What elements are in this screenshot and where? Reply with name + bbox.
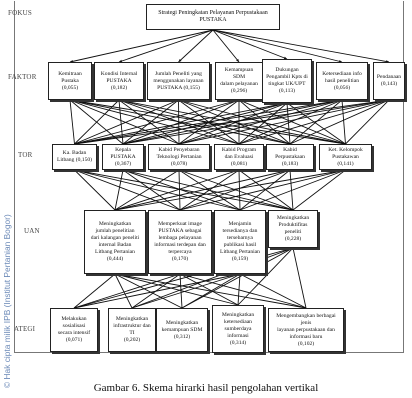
actor-box: Ka. Badan Litbang (0,150) <box>52 144 97 170</box>
factor-box: Jumlah Peneliti yang menggunakan layanan PUSTAKA (0,155) <box>147 62 210 100</box>
connector-line <box>75 100 390 144</box>
factor-box: Dukungan Pengambil Kpts di tingkat UK/UPT (0,113) <box>262 59 312 103</box>
connector-line <box>115 170 239 210</box>
connector-line <box>179 100 180 144</box>
level-label-actor: TOR <box>18 151 33 159</box>
connector-line <box>70 100 75 144</box>
connector-line <box>179 170 180 210</box>
connector-line <box>293 248 306 308</box>
actor-box: Kepala PUSTAKA (0,367) <box>102 144 144 170</box>
strategy-box: Mengembangkan berbagai jenis layanan perpustakaan dan informasi baru (0,102) <box>268 308 344 352</box>
connector-line <box>213 30 389 62</box>
objective-box: Menjamin tersedianya dan tersebarnya publikasi hasil Litbang Pertanian (0,159) <box>214 210 266 274</box>
actor-box: Kabid Perpustakaan (0,183) <box>266 144 314 170</box>
watermark-text-container <box>1 208 15 388</box>
strategy-box: Meningkatkan infrastruktur dan TI (0,202) <box>108 308 156 352</box>
connector-line <box>115 274 132 308</box>
connector-line <box>75 170 181 210</box>
connector-line <box>75 170 294 210</box>
objective-box: Meningkatkan jumlah penelitian dari kalangan peneliti internal Badan Litbang Pertanian (0,444) <box>84 210 146 274</box>
objective-box: Memperkuat image PUSTAKA sebagai lembaga pelayanan informasi terdepan dan terpercaya (0,170) <box>148 210 212 274</box>
connector-line <box>115 170 123 210</box>
level-label-strategy: ATEGI <box>14 325 36 333</box>
strategy-box: Melakukan sosialisasi secara intensif (0,071) <box>50 308 98 352</box>
connector-line <box>213 30 342 62</box>
level-label-factor: FAKTOR <box>8 73 37 81</box>
actor-box: Kabid Penyebaran Teknologi Pertanian (0,078) <box>148 144 210 170</box>
connector-line <box>74 274 115 308</box>
connector-line <box>70 30 213 62</box>
factor-box: Kondisi Internal PUSTAKA (0,182) <box>94 62 144 100</box>
figure-caption: Gambar 6. Skema hirarki hasil pengolahan vertikal <box>93 382 319 394</box>
connector-line <box>180 274 238 305</box>
connector-line <box>119 30 213 62</box>
strategy-box: Meningkatkan ketersediaan sumberdaya informasi (0,314) <box>212 305 264 353</box>
connector-line <box>74 274 180 308</box>
factor-box: Kemampuan SDM dalam pelayanan (0,296) <box>215 62 263 100</box>
connector-line <box>75 170 241 210</box>
factor-box: Pendanaan (0,143) <box>373 62 405 100</box>
watermark-text: © Hak cipta milik IPB (Institut Pertanian Bogor) <box>2 214 12 388</box>
factor-box: Kemitraan Pustaka (0,055) <box>48 62 92 100</box>
connector-line <box>180 274 306 308</box>
strategy-box: Meningkatkan kemampuan SDM (0,312) <box>156 308 208 352</box>
actor-box: Kabid Program dan Evaluasi (0,081) <box>214 144 264 170</box>
connector-line <box>239 170 240 210</box>
connector-line <box>179 103 287 144</box>
actor-box: Ket. Kelompok Pustakawan (0,141) <box>319 144 372 170</box>
level-label-focus: FOKUS <box>8 9 32 17</box>
connector-line <box>240 274 306 308</box>
connector-line <box>74 274 240 308</box>
connector-line <box>115 274 238 305</box>
connector-line <box>213 30 287 59</box>
factor-box: Ketersediaan info hasil penelitian (0,056) <box>316 62 368 100</box>
goal-box: Strategi Peningkatan Pelayanan Perpustakaan PUSTAKA <box>146 4 280 30</box>
objective-box: Meningkatkan Produktifitas peneliti (0,228) <box>268 210 318 248</box>
level-label-objective: UAN <box>24 227 40 235</box>
connector-line <box>179 30 214 62</box>
